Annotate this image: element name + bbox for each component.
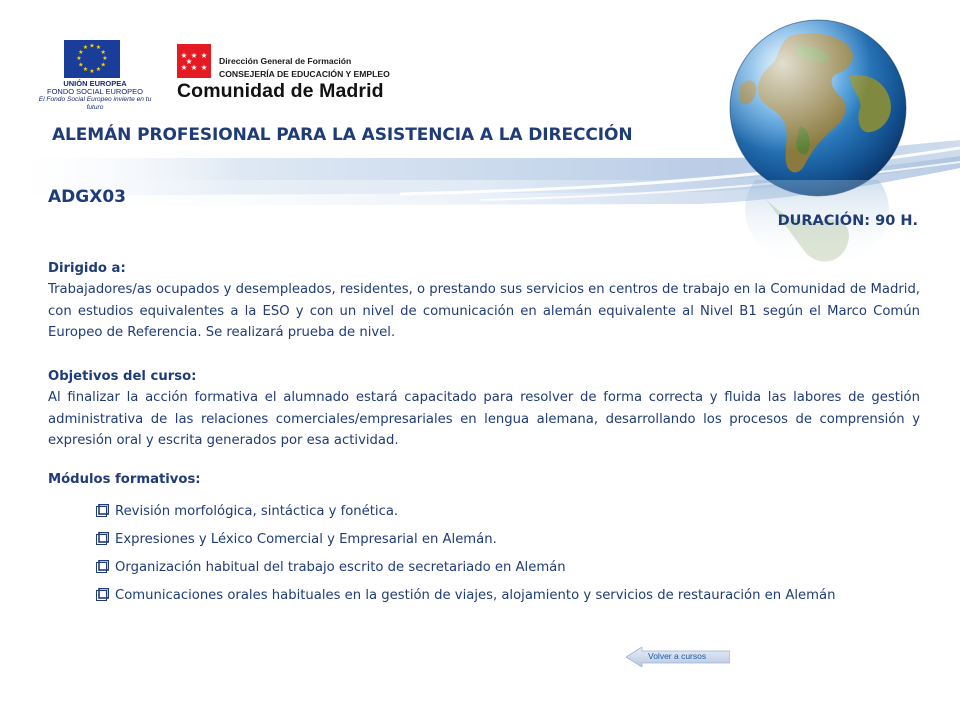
module-label: Comunicaciones orales habituales en la gestión de viajes, alojamiento y servicios de restauración en Alemán [115, 588, 836, 603]
section-body: Al finalizar la acción formativa el alumnado estará capacitado para resolver de forma correcta y fluida las labores de gestión administrativa de las relaciones comerciales/empresariales en lengua alemana, desarrollando los procesos de comprensión y expresión oral y escrita generados por esa actividad. [48, 390, 920, 448]
module-label: Organización habitual del trabajo escrito de secretariado en Alemán [115, 560, 566, 575]
checkbox-bullet-icon [96, 587, 109, 608]
checkbox-bullet-icon [96, 531, 109, 552]
module-label: Expresiones y Léxico Comercial y Empresarial en Alemán. [115, 532, 497, 547]
svg-text:★: ★ [76, 55, 82, 63]
svg-text:★: ★ [82, 66, 89, 74]
eu-slogan: El Fondo Social Europeo invierte en tu futuro [38, 96, 152, 111]
eu-flag-icon [64, 40, 120, 78]
madrid-directorate: Dirección General de Formación [219, 56, 352, 66]
svg-text:★: ★ [200, 63, 208, 72]
svg-text:★: ★ [78, 61, 84, 69]
module-label: Revisión morfológica, sintáctica y fonética. [115, 504, 399, 519]
course-title: ALEMÁN PROFESIONAL PARA LA ASISTENCIA A LA DIRECCIÓN [52, 125, 633, 145]
svg-text:★: ★ [95, 44, 102, 52]
back-to-courses-button[interactable] [626, 647, 730, 667]
list-item [96, 585, 920, 608]
section-title: Dirigido a: [48, 261, 126, 276]
checkbox-bullet-icon [96, 503, 109, 524]
svg-text:★: ★ [180, 51, 188, 60]
list-item [96, 557, 920, 580]
svg-text:★: ★ [95, 66, 102, 74]
course-duration: DURACIÓN: 90 H. [777, 213, 918, 229]
eu-label-union: UNIÓN EUROPEA [63, 79, 127, 88]
section-title: Módulos formativos: [48, 472, 201, 487]
svg-text:★: ★ [185, 57, 193, 66]
course-code: ADGX03 [48, 187, 126, 207]
svg-text:★: ★ [78, 48, 84, 56]
section-target-audience [48, 258, 920, 344]
svg-text:★: ★ [82, 44, 89, 52]
svg-text:★: ★ [102, 55, 108, 63]
eu-label-fund: FONDO SOCIAL EUROPEO [47, 87, 143, 96]
checkbox-bullet-icon [96, 559, 109, 580]
svg-text:★: ★ [100, 48, 106, 56]
svg-text:★: ★ [190, 63, 198, 72]
eu-logo [32, 38, 158, 111]
list-item [96, 529, 920, 552]
madrid-flag-icon [177, 44, 211, 78]
svg-text:★: ★ [100, 61, 106, 69]
svg-text:★: ★ [200, 51, 208, 60]
section-body: Trabajadores/as ocupados y desempleados, residentes, o prestando sus servicios en centros de trabajo en la Comunidad de Madrid, con estudios equivalentes a la ESO y con un nivel de comunicación en alemán equivalente al Nivel B1 según el Marco Común Europeo de Referencia. Se realizará prueba de nivel. [48, 282, 921, 340]
section-title: Objetivos del curso: [48, 369, 197, 384]
section-objectives [48, 366, 920, 452]
madrid-department: CONSEJERÍA DE EDUCACIÓN Y EMPLEO [219, 69, 390, 79]
svg-text:★: ★ [190, 51, 198, 60]
svg-text:★: ★ [180, 63, 188, 72]
comunidad-madrid-logo [177, 44, 397, 104]
list-item [96, 501, 920, 524]
section-modules [48, 469, 920, 490]
modules-list [96, 501, 920, 613]
svg-text:★: ★ [89, 68, 95, 75]
madrid-name: Comunidad de Madrid [177, 80, 384, 102]
svg-text:★: ★ [89, 42, 95, 50]
back-to-courses-label[interactable]: Volver a cursos [648, 651, 707, 661]
